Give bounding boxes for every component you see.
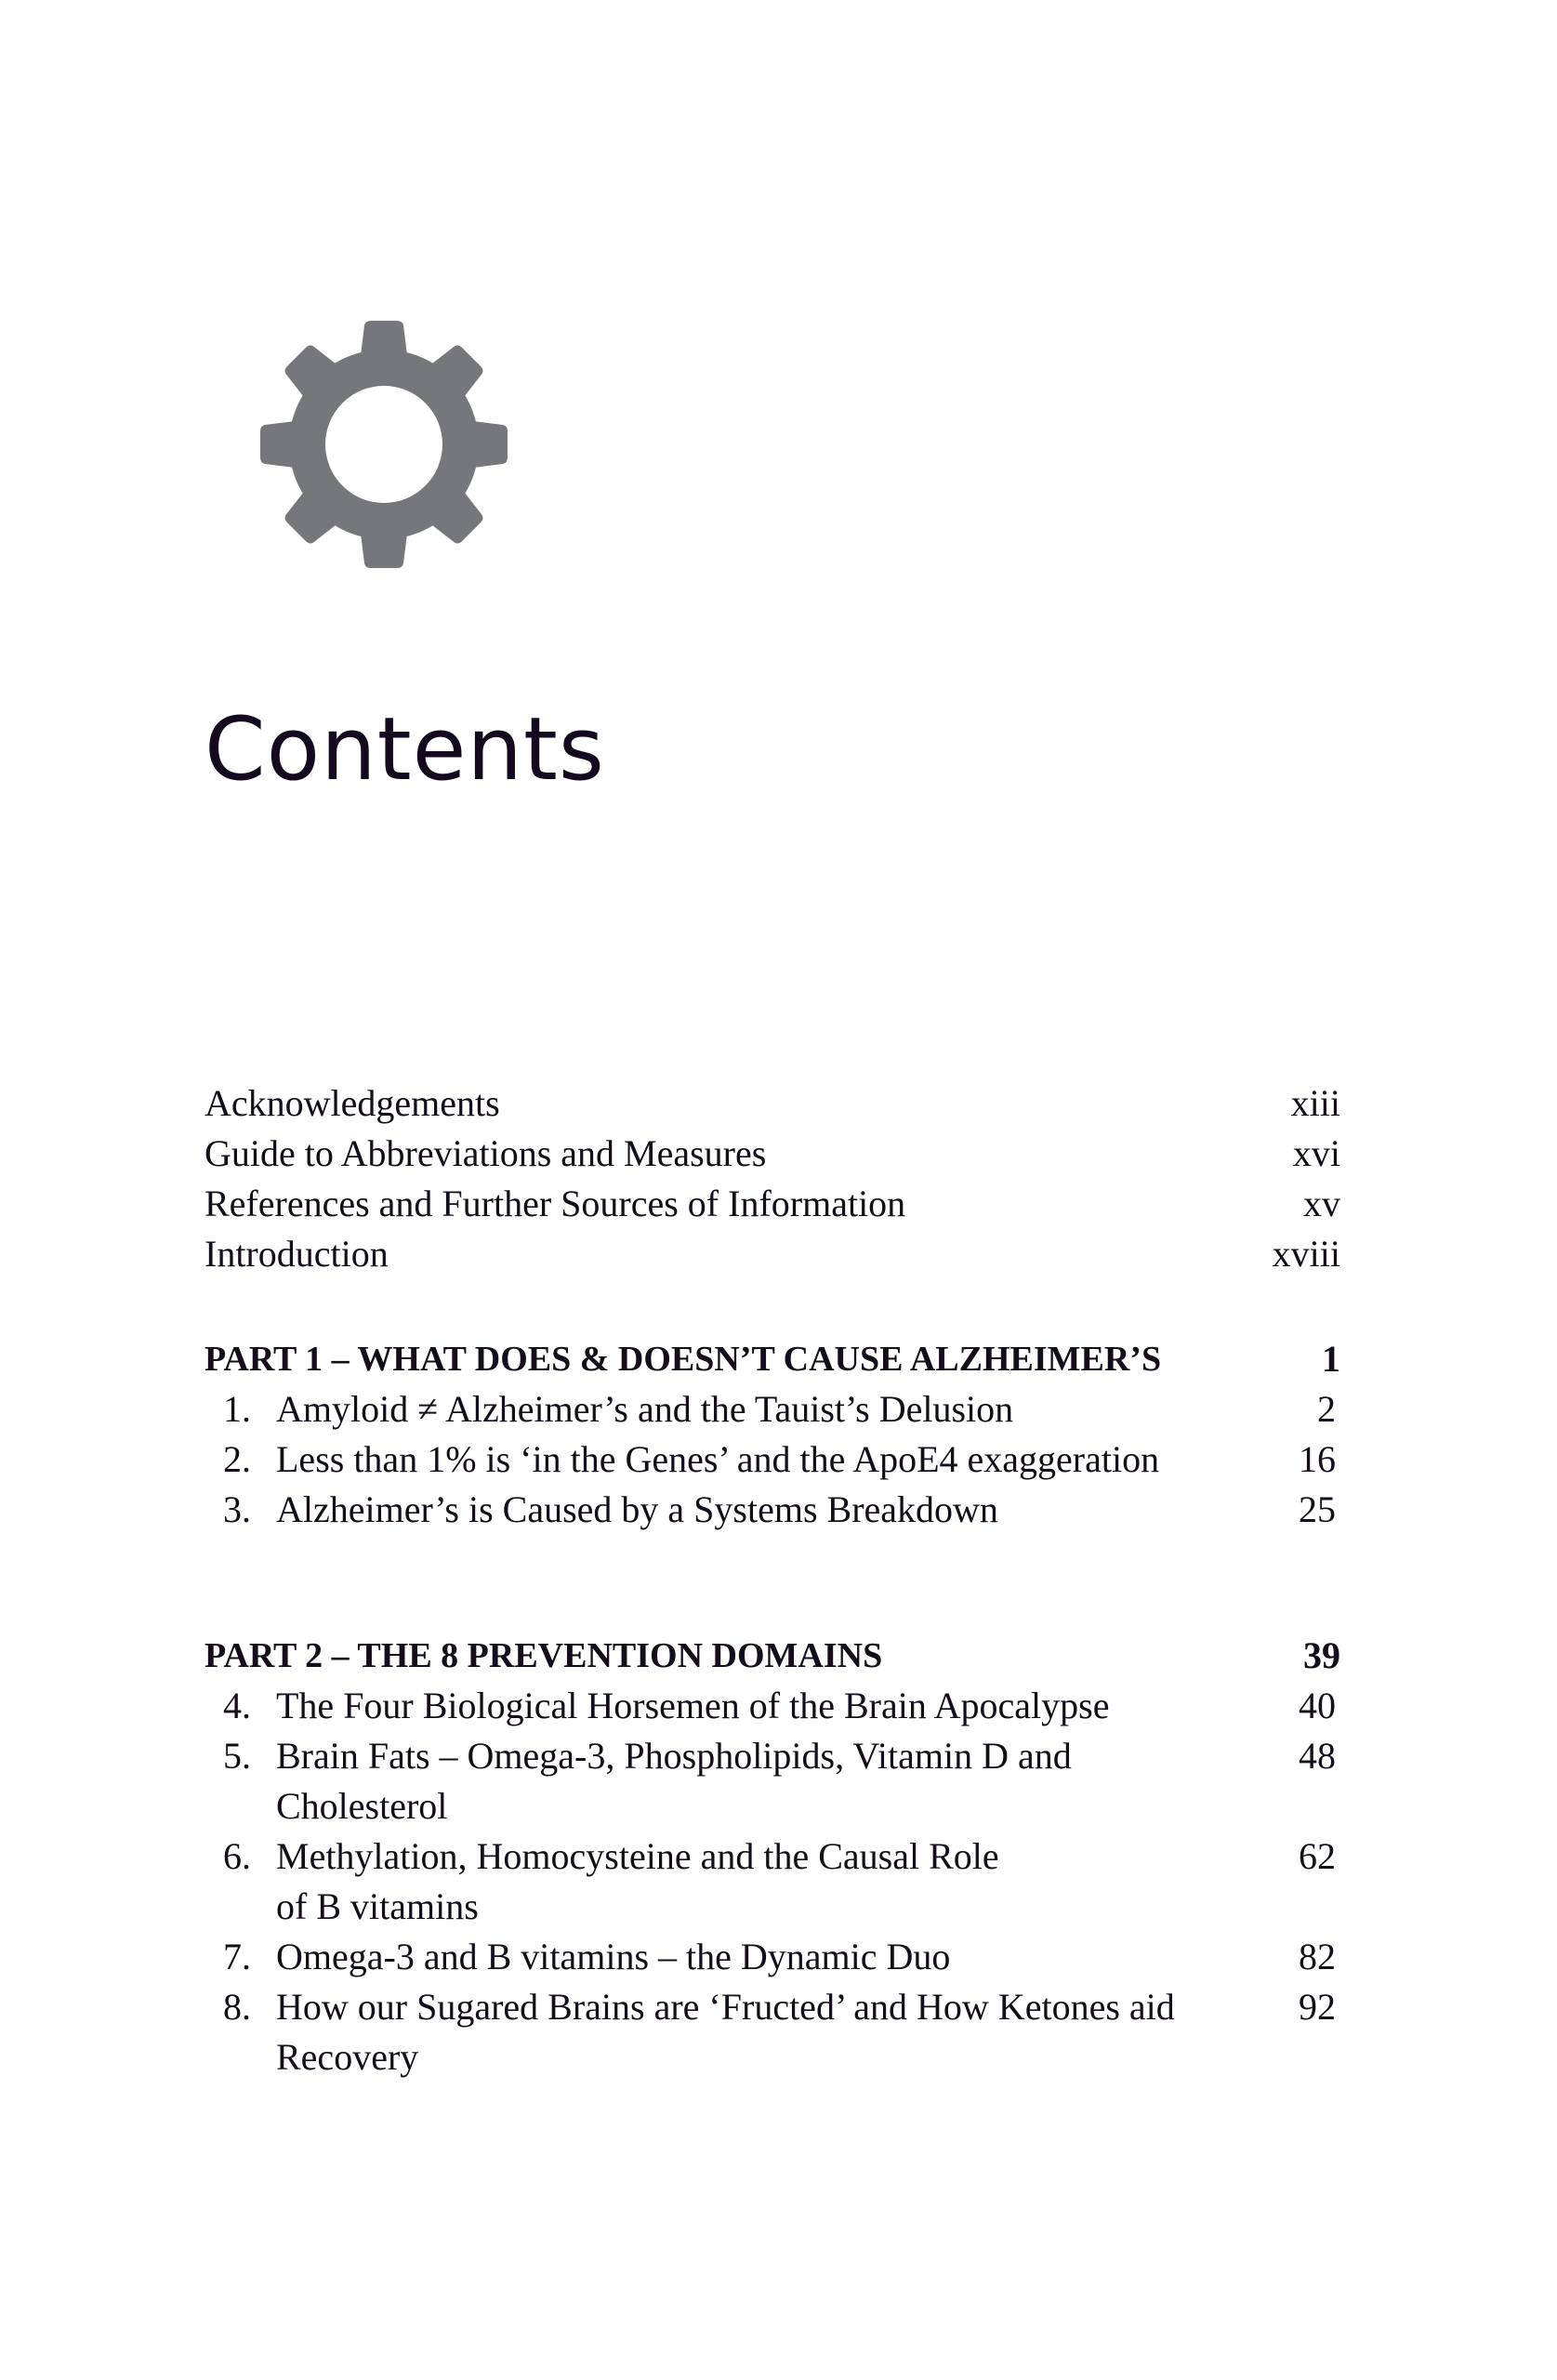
chapter-page: 92 [1299,1986,1336,2028]
toc-entry-acknowledgements[interactable] [205,1078,1340,1129]
chapter-title-line-2: of B vitamins [276,1885,479,1927]
chapter-page: 16 [1299,1438,1336,1480]
chapter-page: 48 [1299,1735,1336,1777]
chapter-page: 2 [1317,1388,1336,1430]
toc-entry-label: Guide to Abbreviations and Measures [205,1132,767,1174]
toc-entry-label: Acknowledgements [205,1082,500,1124]
toc-entry-references[interactable] [205,1179,1340,1229]
section-spacer [205,1279,1340,1334]
toc-entry-introduction[interactable] [205,1229,1340,1279]
chapter-number: 7. [223,1936,251,1977]
chapter-title [276,1731,1261,1831]
chapter-page: 62 [1299,1835,1336,1877]
part-heading-page: 39 [1303,1634,1340,1676]
page-title: Contents [205,699,605,800]
chapter-title [276,1982,1261,2082]
toc-part-2-heading[interactable] [205,1631,1340,1681]
chapter-title-line-1: How our Sugared Brains are ‘Fructed’ and How Ketones aid [276,1986,1175,2028]
chapter-number: 3. [223,1488,251,1530]
chapter-title [276,1831,1261,1932]
chapter-number: 5. [223,1735,251,1777]
part-heading-label: PART 1 – WHAT DOES & DOESN’T CAUSE ALZHEIMER’S [205,1340,1162,1379]
chapter-title: Alzheimer’s is Caused by a Systems Breakdown [276,1488,998,1530]
toc-chapter-5[interactable] [205,1731,1340,1831]
chapter-page: 82 [1299,1936,1336,1977]
toc-chapter-8[interactable] [205,1982,1340,2082]
part-heading-page: 1 [1322,1338,1340,1380]
toc-chapter-4[interactable] [205,1681,1340,1731]
gear-icon [260,321,508,568]
toc-chapter-3[interactable] [205,1485,1340,1535]
chapter-title: The Four Biological Horsemen of the Brain Apocalypse [276,1685,1110,1726]
chapter-number: 2. [223,1438,251,1480]
toc-entry-abbreviations[interactable] [205,1129,1340,1179]
chapter-title: Omega-3 and B vitamins – the Dynamic Duo [276,1936,951,1977]
chapter-number: 6. [223,1835,251,1877]
chapter-title-line-1: Methylation, Homocysteine and the Causal Role [276,1835,999,1877]
chapter-number: 1. [223,1388,251,1430]
part-heading-label: PART 2 – THE 8 PREVENTION DOMAINS [205,1636,883,1675]
toc-entry-page: xiii [1290,1082,1340,1124]
chapter-number: 4. [223,1685,251,1726]
toc-chapter-7[interactable] [205,1932,1340,1982]
chapter-page: 40 [1299,1685,1336,1726]
chapter-page: 25 [1299,1488,1336,1530]
toc-chapter-2[interactable] [205,1435,1340,1485]
chapter-title: Less than 1% is ‘in the Genes’ and the ApoE4 exaggeration [276,1438,1160,1480]
toc-entry-page: xvi [1292,1132,1340,1174]
toc-entry-page: xv [1303,1183,1340,1224]
chapter-number: 8. [223,1986,251,2028]
chapter-title-line-2: Cholesterol [276,1785,448,1827]
toc-entry-label: Introduction [205,1233,389,1275]
toc-chapter-6[interactable] [205,1831,1340,1932]
toc-entry-label: References and Further Sources of Information [205,1183,906,1224]
toc-entry-page: xviii [1272,1233,1340,1275]
section-spacer [205,1535,1340,1631]
toc-part-1-heading[interactable] [205,1334,1340,1384]
toc-chapter-1[interactable] [205,1384,1340,1435]
chapter-title-line-2: Recovery [276,2036,419,2078]
chapter-title-line-1: Brain Fats – Omega-3, Phospholipids, Vitamin D and [276,1735,1072,1777]
table-of-contents [205,1078,1340,2082]
chapter-title: Amyloid ≠ Alzheimer’s and the Tauist’s Delusion [276,1388,1014,1430]
